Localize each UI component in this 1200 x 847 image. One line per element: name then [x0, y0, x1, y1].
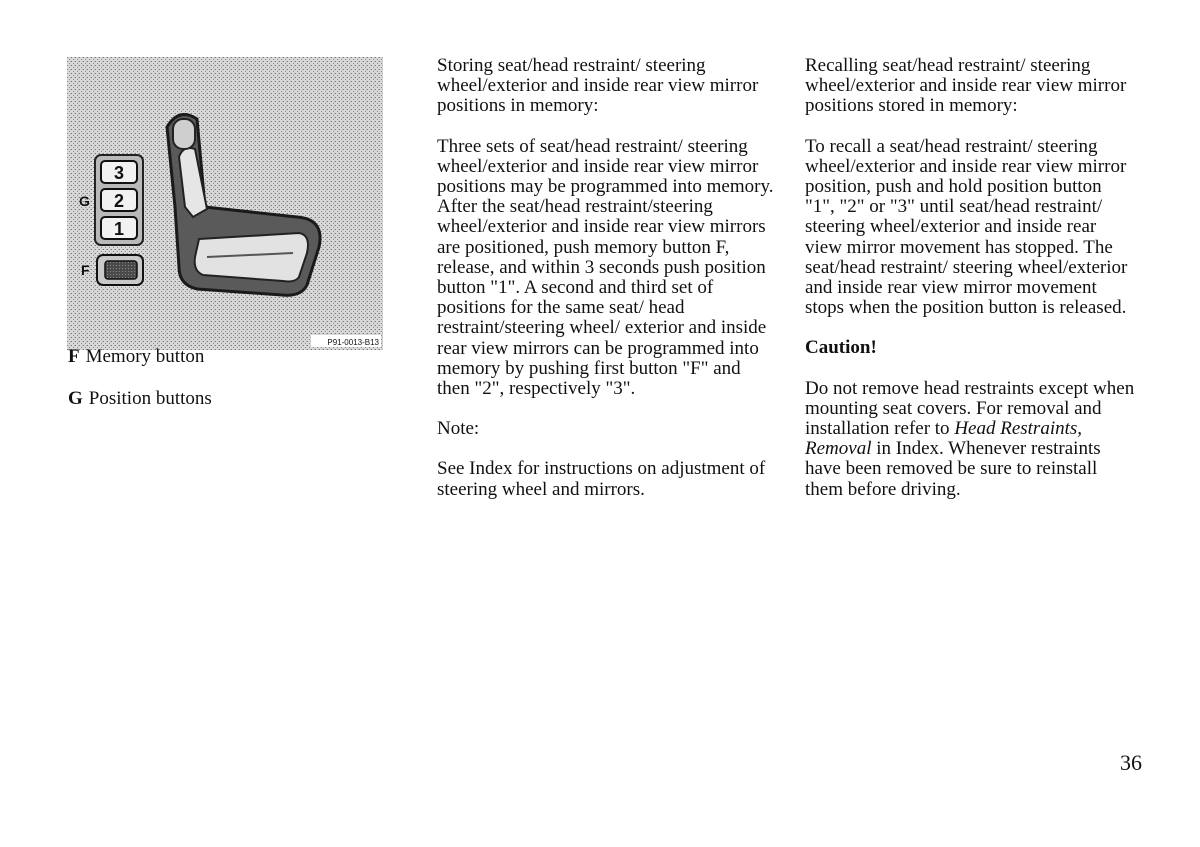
figure-captions	[68, 346, 398, 410]
head-restraint-switch	[173, 119, 195, 149]
caution-text: Do not remove head restraints except when mounting seat covers. For removal and installation refer to Head Restraints, Removal in Index. Whenever restraints have been removed be sure to reinstall them before driving.	[805, 377, 1135, 500]
svg-text:1: 1	[113, 219, 125, 239]
recalling-body: To recall a seat/head restraint/ steering wheel/exterior and inside rear view mirror position, push and hold position button "1", "2" or "3" until seat/head restraint/ steering wheel/exterior and inside rear view mirror movement has stopped. The seat/head restraint/ steering wheel/exterior and inside rear view mirror movement stops when the position button is released.	[805, 135, 1128, 319]
recalling-heading: Recalling seat/head restraint/ steering wheel/exterior and inside rear view mirror positions stored in memory:	[805, 55, 1127, 117]
note-text: See Index for instructions on adjustment of steering wheel and mirrors.	[437, 458, 766, 500]
figure-reference-code: P91-0013-B13	[327, 338, 379, 347]
seat-control-illustration	[67, 57, 383, 350]
svg-text:3: 3	[113, 163, 125, 183]
memory-button	[105, 261, 137, 279]
position-button-2	[101, 189, 137, 211]
storing-heading: Storing seat/head restraint/ steering wheel/exterior and inside rear view mirror positions in memory:	[437, 55, 759, 117]
seat-control-diagram	[67, 57, 383, 350]
caption-memory-button: F Memory button	[68, 346, 205, 367]
note-label: Note:	[437, 418, 480, 440]
position-button-1	[101, 217, 137, 239]
index-reference: Head Restraints, Removal	[805, 418, 1083, 460]
recalling-positions-column	[805, 56, 1135, 520]
caption-position-buttons: G Position buttons	[68, 388, 212, 409]
storing-body: Three sets of seat/head restraint/ steering wheel/exterior and inside rear view mirror positions may be programmed into memory. After the seat/head restraint/steering wheel/exterior and inside rear view mirrors are positioned, push memory button F, release, and within 3 seconds push position button "1". A second and third set of positions for the same seat/ head restraint/steering wheel/ exterior and inside rear view mirrors can be programmed into memory by pushing first button "F" and then "2", respectively "3".	[437, 135, 774, 400]
storing-positions-column	[437, 56, 777, 520]
label-g: G	[79, 193, 90, 209]
page-number: 36	[1120, 750, 1142, 775]
label-f: F	[81, 262, 90, 278]
svg-text:2: 2	[113, 191, 125, 211]
caution-label: Caution!	[805, 337, 877, 359]
position-button-3	[101, 161, 137, 183]
